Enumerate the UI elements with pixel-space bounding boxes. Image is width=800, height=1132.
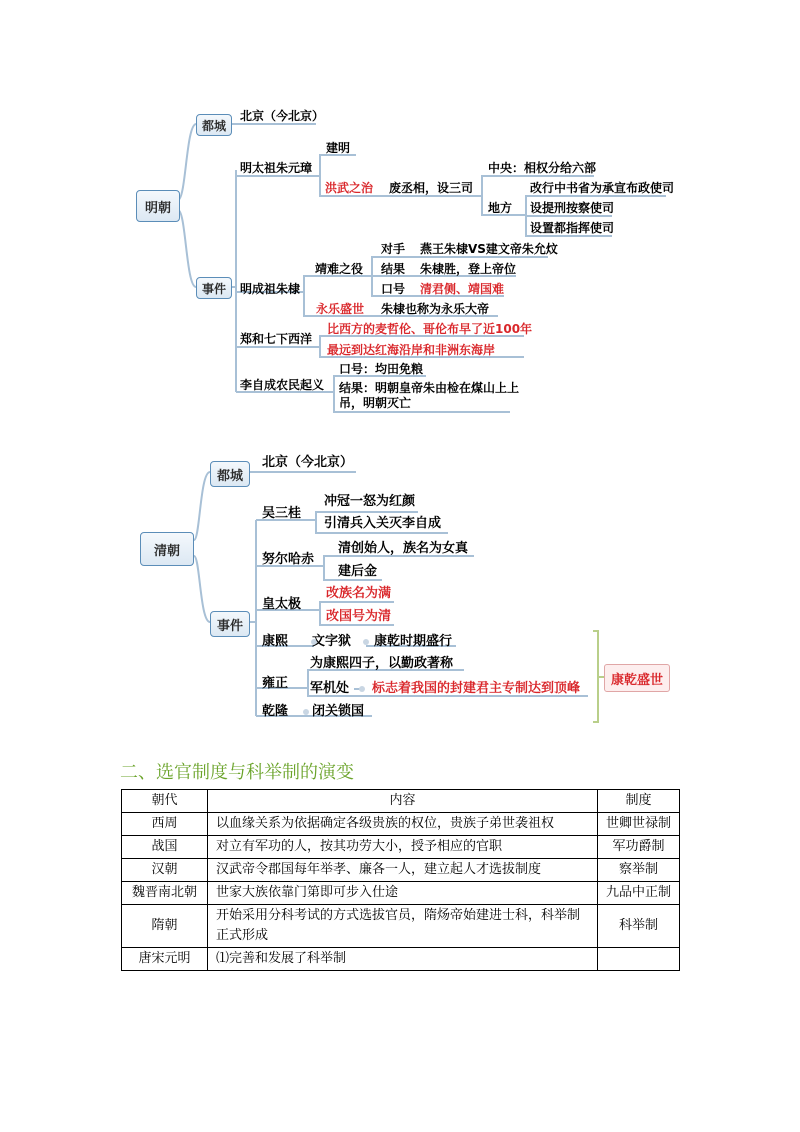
ming-zheng-he-item: 比西方的麦哲伦、哥伦布早了近100年: [327, 322, 533, 336]
qing-huangtaiji-item: 改国号为清: [326, 609, 392, 624]
cell-system: 世卿世禄制: [598, 813, 680, 836]
qing-nurhaci-item: 清创始人，族名为女真: [338, 541, 469, 556]
qing-root-node: 清朝: [140, 532, 194, 566]
cell-dynasty: 唐宋元明: [122, 948, 208, 971]
qing-qianlong-item: 闭关锁国: [312, 704, 365, 719]
qing-nurhaci: 努尔哈赤: [262, 552, 315, 567]
table-row: [122, 859, 680, 882]
ming-local-item: 设提刑按察使司: [530, 201, 615, 215]
ming-capital-node: 都城: [196, 114, 232, 136]
ming-opponent: 燕王朱棣VS建文帝朱允炆: [420, 242, 558, 256]
cell-dynasty: 汉朝: [122, 859, 208, 882]
ming-zhu-di: 明成祖朱棣: [240, 282, 301, 296]
table-row: [122, 948, 680, 971]
cell-content: 汉武帝令郡国每年举孝、廉各一人，建立起人才选拔制度: [208, 859, 598, 882]
ming-local-item: 设置都指挥使司: [530, 221, 615, 235]
qing-kangqian-era: 康乾盛世: [604, 664, 670, 692]
cell-dynasty: 战国: [122, 836, 208, 859]
qing-yongzheng-item: 军机处: [310, 681, 350, 696]
table-row: [122, 836, 680, 859]
qing-wu-item: 引清兵入关灭李自成: [324, 516, 442, 531]
qing-qianlong: 乾隆: [262, 704, 289, 719]
cell-system: 九品中正制: [598, 882, 680, 905]
ming-slogan: 清君侧、靖国难: [420, 282, 505, 296]
qing-huangtaiji: 皇太极: [262, 597, 302, 612]
table-row: [122, 813, 680, 836]
ming-reform-detail: 废丞相，设三司: [389, 181, 474, 195]
ming-capital-text: 北京（今北京）: [240, 109, 325, 123]
ming-slogan-label: 口号: [381, 282, 406, 296]
ming-opponent-label: 对手: [381, 242, 406, 256]
table-row: [122, 882, 680, 905]
selection-system-table: [121, 789, 680, 971]
cell-system: 察举制: [598, 859, 680, 882]
ming-result-label: 结果: [381, 262, 406, 276]
ming-li-slogan: 口号：均田免粮: [339, 362, 424, 376]
ming-events-node: 事件: [196, 277, 232, 299]
cell-content: ⑴完善和发展了科举制: [208, 948, 598, 971]
qing-wu-item: 冲冠一怒为红颜: [324, 494, 416, 509]
cell-dynasty: 西周: [122, 813, 208, 836]
qing-kangxi-item: 文字狱: [312, 634, 352, 649]
table-row: [122, 905, 680, 948]
ming-li-result-line1: 结果：明朝皇帝朱由检在煤山上上: [339, 381, 520, 395]
qing-kangxi: 康熙: [262, 634, 289, 649]
cell-content: 开始采用分科考试的方式选拔官员，隋炀帝始建进士科，科举制正式形成: [208, 905, 598, 948]
ming-zheng-he-item: 最远到达红海沿岸和非洲东海岸: [327, 343, 496, 357]
header-dynasty: 朝代: [122, 790, 208, 813]
table-header-row: [122, 790, 680, 813]
qing-nurhaci-item: 建后金: [338, 564, 378, 579]
cell-dynasty: 魏晋南北朝: [122, 882, 208, 905]
qing-capital-node: 都城: [210, 461, 250, 487]
qing-events-node: 事件: [210, 611, 250, 637]
qing-yongzheng-item: 为康熙四子，以勤政著称: [310, 656, 454, 671]
cell-system: 军功爵制: [598, 836, 680, 859]
ming-result: 朱棣胜，登上帝位: [420, 262, 517, 276]
ming-founding: 建明: [326, 141, 351, 155]
ming-li-result-line2: 吊，明朝灭亡: [339, 396, 412, 410]
ming-li-zicheng: 李自成农民起义: [240, 378, 325, 392]
ming-local-label: 地方: [488, 201, 513, 215]
section-title: 二、选官制度与科举制的演变: [120, 762, 354, 783]
ming-prosperity-detail: 朱棣也称为永乐大帝: [381, 302, 490, 316]
qing-huangtaiji-item: 改族名为满: [326, 586, 392, 601]
qing-yongzheng-item: 标志着我国的封建君主专制达到顶峰: [372, 681, 581, 696]
ming-central: 中央：相权分给六部: [488, 161, 597, 175]
cell-dynasty: 隋朝: [122, 905, 208, 948]
ming-zheng-he: 郑和七下西洋: [240, 332, 313, 346]
cell-content: 世家大族依靠门第即可步入仕途: [208, 882, 598, 905]
qing-yongzheng: 雍正: [262, 676, 289, 691]
cell-content: 以血缘关系为依据确定各级贵族的权位，贵族子弟世袭祖权: [208, 813, 598, 836]
ming-jingnan-campaign: 靖难之役: [315, 262, 364, 276]
header-content: 内容: [208, 790, 598, 813]
cell-system: [598, 948, 680, 971]
qing-capital-text: 北京（今北京）: [262, 455, 354, 470]
ming-yongle-prosperity: 永乐盛世: [316, 302, 365, 316]
cell-content: 对立有军功的人，按其功劳大小，授予相应的官职: [208, 836, 598, 859]
qing-wu-sangui: 吴三桂: [262, 506, 302, 521]
cell-system: 科举制: [598, 905, 680, 948]
ming-local-item: 改行中书省为承宣布政使司: [530, 181, 675, 195]
qing-kangxi-item: 康乾时期盛行: [374, 634, 453, 649]
ming-hongwu-reform: 洪武之治: [325, 181, 374, 195]
header-system: 制度: [598, 790, 680, 813]
ming-zhu-yuanzhang: 明太祖朱元璋: [240, 161, 313, 175]
ming-root-node: 明朝: [136, 190, 180, 222]
